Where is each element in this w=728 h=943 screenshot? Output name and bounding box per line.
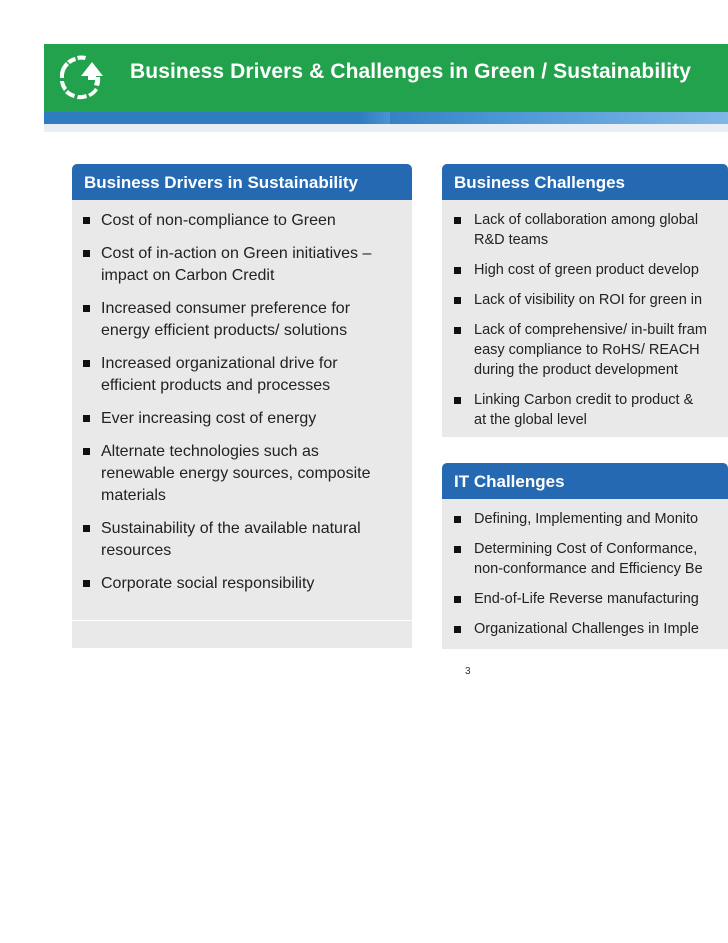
list-item-line: materials xyxy=(101,487,166,504)
it-challenges-heading: IT Challenges xyxy=(442,463,728,499)
it-challenges-list xyxy=(442,499,728,639)
list-item-line: Sustainability of the available natural xyxy=(101,520,361,537)
square-bullet-icon xyxy=(454,267,461,274)
panel-divider xyxy=(72,620,412,621)
list-item-line: Cost of non-compliance to Green xyxy=(101,212,336,229)
list-item-line: Alternate technologies such as xyxy=(101,443,319,460)
square-bullet-icon xyxy=(454,297,461,304)
list-item xyxy=(442,589,728,609)
business-challenges-panel xyxy=(442,164,728,437)
square-bullet-icon xyxy=(454,626,461,633)
list-item xyxy=(72,518,412,562)
list-item-line: Lack of collaboration among global xyxy=(474,212,699,228)
it-challenges-panel xyxy=(442,463,728,649)
list-item xyxy=(72,210,412,232)
list-item xyxy=(72,408,412,430)
list-item-line: Corporate social responsibility xyxy=(101,575,315,592)
list-item-line: efficient products and processes xyxy=(101,377,331,394)
recycle-arrow-logo-icon xyxy=(52,48,108,106)
list-item-line: non-conformance and Efficiency Be xyxy=(474,561,703,577)
list-item xyxy=(72,298,412,342)
list-item xyxy=(442,509,728,529)
list-item-line: Linking Carbon credit to product & xyxy=(474,392,694,408)
square-bullet-icon xyxy=(83,305,90,312)
square-bullet-icon xyxy=(83,217,90,224)
list-item-line: Defining, Implementing and Monito xyxy=(474,511,699,527)
square-bullet-icon xyxy=(83,525,90,532)
list-item-line: Increased consumer preference for xyxy=(101,300,351,317)
square-bullet-icon xyxy=(83,448,90,455)
banner-strip-highlight xyxy=(360,112,728,124)
list-item xyxy=(72,573,412,595)
square-bullet-icon xyxy=(454,596,461,603)
page-number: 3 xyxy=(465,666,471,677)
list-item xyxy=(442,210,728,250)
list-item-line: Cost of in-action on Green initiatives – xyxy=(101,245,372,262)
list-item-line: energy efficient products/ solutions xyxy=(101,322,348,339)
list-item xyxy=(442,390,728,430)
list-item xyxy=(442,539,728,579)
square-bullet-icon xyxy=(83,580,90,587)
square-bullet-icon xyxy=(454,546,461,553)
banner-shadow xyxy=(44,124,728,132)
square-bullet-icon xyxy=(83,360,90,367)
list-item-line: End-of-Life Reverse manufacturing xyxy=(474,591,699,607)
list-item-line: impact on Carbon Credit xyxy=(101,267,275,284)
business-challenges-list xyxy=(442,200,728,430)
list-item xyxy=(72,243,412,287)
business-challenges-heading: Business Challenges xyxy=(442,164,728,200)
square-bullet-icon xyxy=(454,397,461,404)
square-bullet-icon xyxy=(454,516,461,523)
list-item-line: Determining Cost of Conformance, xyxy=(474,541,698,557)
list-item xyxy=(72,353,412,397)
list-item xyxy=(442,619,728,639)
list-item-line: Lack of comprehensive/ in-built fram xyxy=(474,322,707,338)
business-drivers-body xyxy=(72,200,412,648)
list-item-line: easy compliance to RoHS/ REACH xyxy=(474,342,700,358)
list-item-line: R&D teams xyxy=(474,232,549,248)
list-item xyxy=(72,441,412,507)
it-challenges-body xyxy=(442,499,728,649)
square-bullet-icon xyxy=(454,217,461,224)
list-item-line: Lack of visibility on ROI for green in xyxy=(474,292,703,308)
list-item xyxy=(442,290,728,310)
list-item xyxy=(442,260,728,280)
list-item-line: renewable energy sources, composite xyxy=(101,465,371,482)
list-item-line: Ever increasing cost of energy xyxy=(101,410,317,427)
list-item-line: resources xyxy=(101,542,172,559)
square-bullet-icon xyxy=(83,415,90,422)
list-item-line: at the global level xyxy=(474,412,587,428)
square-bullet-icon xyxy=(83,250,90,257)
square-bullet-icon xyxy=(454,327,461,334)
list-item-line: during the product development xyxy=(474,362,678,378)
business-drivers-list xyxy=(72,200,412,595)
business-drivers-panel xyxy=(72,164,412,648)
slide-title: Business Drivers & Challenges in Green / Sustainability xyxy=(130,60,692,83)
business-challenges-body xyxy=(442,200,728,437)
list-item-line: Organizational Challenges in Imple xyxy=(474,621,699,637)
business-drivers-heading: Business Drivers in Sustainability xyxy=(72,164,412,200)
list-item-line: Increased organizational drive for xyxy=(101,355,338,372)
list-item xyxy=(442,320,728,380)
list-item-line: High cost of green product develop xyxy=(474,262,699,278)
